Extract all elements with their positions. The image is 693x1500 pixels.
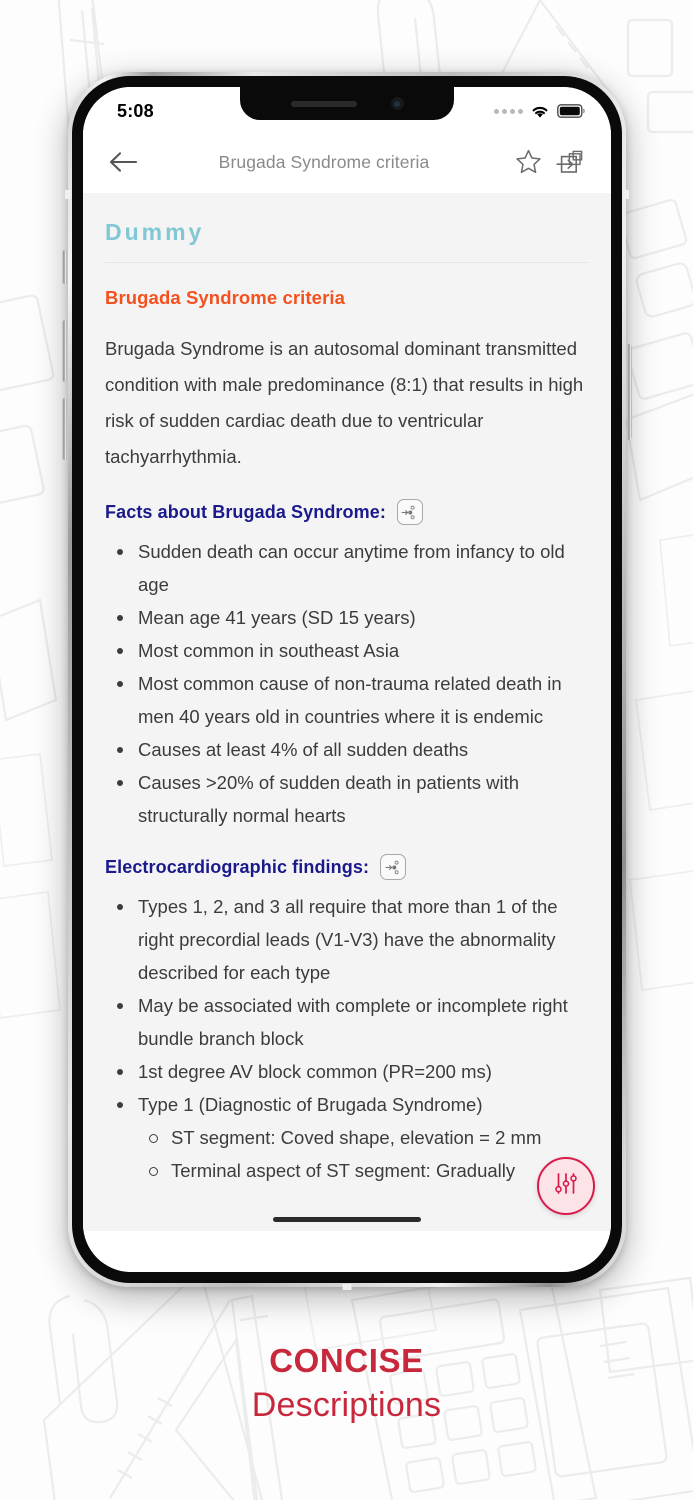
volume-down-button[interactable]: [62, 398, 67, 460]
node-branch-button-ecg[interactable]: [380, 854, 406, 880]
status-bar-indicators: [494, 104, 585, 119]
list-item: Causes >20% of sudden death in patients with structurally normal hearts: [105, 766, 589, 832]
article-heading: Brugada Syndrome criteria: [105, 287, 345, 308]
node-branch-button-facts[interactable]: [397, 499, 423, 525]
facts-bullet-list: [105, 535, 589, 832]
status-bar-clock: 5:08: [117, 100, 154, 121]
article-content-scroll[interactable]: [83, 193, 611, 1231]
wifi-icon: [530, 104, 550, 119]
earpiece-speaker-icon: [291, 101, 357, 107]
caption-line-primary: CONCISE: [269, 1342, 424, 1379]
section-heading-row: [105, 499, 589, 525]
back-button[interactable]: [101, 140, 145, 184]
list-item: Causes at least 4% of all sudden deaths: [105, 733, 589, 766]
favorite-button[interactable]: [507, 141, 549, 183]
section-heading-facts: Facts about Brugada Syndrome:: [105, 501, 386, 522]
battery-full-icon: [557, 104, 585, 118]
volume-up-button[interactable]: [62, 320, 67, 382]
sub-list-item: Terminal aspect of ST segment: Gradually: [138, 1154, 589, 1187]
ecg-sub-bullet-list: [138, 1121, 589, 1187]
front-camera-icon: [391, 97, 404, 110]
display-notch: [240, 87, 454, 120]
list-item: Sudden death can occur anytime from infancy to old age: [105, 535, 589, 601]
list-item: Types 1, 2, and 3 all require that more than 1 of the right precordial leads (V1-V3) have the abnormality described for each type: [105, 890, 589, 989]
ecg-bullet-list: [105, 890, 589, 1187]
list-item: Mean age 41 years (SD 15 years): [105, 601, 589, 634]
mute-switch-button[interactable]: [62, 250, 67, 284]
title-divider: [105, 262, 589, 263]
power-button[interactable]: [627, 344, 632, 440]
page-title: Brugada Syndrome criteria: [218, 151, 430, 172]
list-item: Most common in southeast Asia: [105, 634, 589, 667]
antenna-seam: [343, 1284, 352, 1290]
phone-device-frame: [68, 72, 626, 1287]
promo-caption: [0, 1340, 693, 1428]
intro-paragraph: Brugada Syndrome is an autosomal dominant transmitted condition with male predominance (8:1) that results in high risk of sudden cardiac death due to ventricular tachyarrhythmia.: [105, 338, 584, 467]
caption-line-secondary: Descriptions: [251, 1386, 442, 1424]
signal-dots-icon: [494, 109, 523, 114]
phone-bezel: [72, 76, 622, 1283]
section-heading-row: [105, 854, 589, 880]
star-outline-icon: [515, 149, 542, 175]
section-heading-ecg: Electrocardiographic findings:: [105, 856, 370, 877]
open-in-new-window-button[interactable]: [549, 141, 591, 183]
list-item: Type 1 (Diagnostic of Brugada Syndrome) ST segment: Coved shape, elevation = 2 mm Terminal aspect of ST segment: Gradually: [105, 1088, 589, 1187]
antenna-seam: [65, 190, 71, 199]
list-item: 1st degree AV block common (PR=200 ms): [105, 1055, 589, 1088]
back-arrow-icon: [108, 151, 138, 173]
node-branch-icon: [401, 505, 418, 520]
antenna-seam: [623, 190, 629, 199]
list-item: Most common cause of non-trauma related death in men 40 years old in countries where it is endemic: [105, 667, 589, 733]
phone-screen: [83, 87, 611, 1272]
document-title: Dummy: [105, 219, 205, 245]
list-item: May be associated with complete or incomplete right bundle branch block: [105, 989, 589, 1055]
sliders-filter-icon: [551, 1171, 581, 1201]
sub-list-item: ST segment: Coved shape, elevation = 2 mm: [138, 1121, 589, 1154]
filter-fab-button[interactable]: [537, 1157, 595, 1215]
open-in-new-window-icon: [556, 149, 584, 176]
home-indicator[interactable]: [273, 1217, 421, 1222]
app-toolbar: [83, 131, 611, 193]
node-branch-icon: [385, 860, 402, 875]
